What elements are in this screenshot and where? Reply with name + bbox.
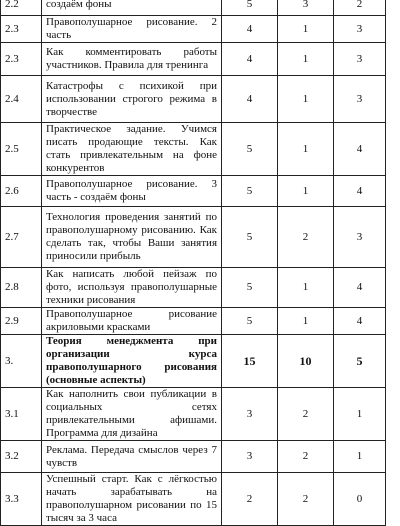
row-number: 2.6: [1, 176, 42, 207]
table-row: [1, 207, 386, 268]
table-row: [1, 43, 386, 76]
row-total-hours: 5: [222, 176, 278, 207]
row-theory-hours: 2: [278, 441, 334, 473]
row-topic: Практическое задание. Учимся писать продающие тексты. Как стать привлекательным на фоне конкурентов: [42, 123, 222, 176]
row-total-hours: 3: [222, 441, 278, 473]
row-number: 3.1: [1, 388, 42, 441]
row-number: 3.3: [1, 473, 42, 526]
row-theory-hours: 1: [278, 76, 334, 123]
row-number: 3.2: [1, 441, 42, 473]
row-topic: Технология проведения занятий по правополушарному рисованию. Как сделать так, чтобы Ваши занятия приносили прибыль: [42, 207, 222, 268]
row-topic: Теория менеджмента при организации курса правополушарного рисования (основные аспекты): [42, 335, 222, 388]
row-practice-hours: 1: [334, 441, 386, 473]
row-theory-hours: 1: [278, 43, 334, 76]
table-row: [1, 76, 386, 123]
table-row: [1, 388, 386, 441]
row-topic: Катастрофы с психикой при использовании строгого режима в творчестве: [42, 76, 222, 123]
table-row: [1, 123, 386, 176]
table-row: [1, 176, 386, 207]
row-number: 2.3: [1, 16, 42, 43]
row-theory-hours: 1: [278, 268, 334, 308]
row-practice-hours: 4: [334, 176, 386, 207]
row-practice-hours: 0: [334, 473, 386, 526]
row-topic: Реклама. Передача смыслов через 7 чувств: [42, 441, 222, 473]
row-practice-hours: 3: [334, 76, 386, 123]
row-total-hours: 4: [222, 43, 278, 76]
row-topic: Как наполнить свои публикации в социальных сетях привлекательными афишами. Программа для дизайна: [42, 388, 222, 441]
row-theory-hours: 3: [278, 0, 334, 16]
table-row: [1, 473, 386, 526]
row-practice-hours: 3: [334, 16, 386, 43]
row-topic: Успешный старт. Как с лёгкостью начать зарабатывать на правополушарном рисовании по 15 тысяч за 3 часа: [42, 473, 222, 526]
table-row: [1, 0, 386, 16]
row-number: 2.7: [1, 207, 42, 268]
row-number: 3.: [1, 335, 42, 388]
row-topic: Как написать любой пейзаж по фото, используя правополушарные техники рисования: [42, 268, 222, 308]
row-theory-hours: 1: [278, 16, 334, 43]
row-theory-hours: 2: [278, 473, 334, 526]
row-total-hours: 5: [222, 308, 278, 335]
row-practice-hours: 5: [334, 335, 386, 388]
row-number: 2.2: [1, 0, 42, 16]
section-row: [1, 335, 386, 388]
row-practice-hours: 4: [334, 123, 386, 176]
row-topic: Правополушарное рисование. 3 часть - создаём фоны: [42, 176, 222, 207]
row-theory-hours: 2: [278, 207, 334, 268]
row-theory-hours: 1: [278, 123, 334, 176]
row-total-hours: 5: [222, 207, 278, 268]
table-row: [1, 441, 386, 473]
row-practice-hours: 4: [334, 308, 386, 335]
row-theory-hours: 2: [278, 388, 334, 441]
row-number: 2.8: [1, 268, 42, 308]
row-number: 2.3: [1, 43, 42, 76]
row-topic: Правополушарное рисование акриловыми красками: [42, 308, 222, 335]
row-practice-hours: 3: [334, 43, 386, 76]
row-total-hours: 3: [222, 388, 278, 441]
row-topic: создаём фоны: [42, 0, 222, 16]
row-theory-hours: 1: [278, 176, 334, 207]
row-practice-hours: 1: [334, 388, 386, 441]
row-total-hours: 5: [222, 123, 278, 176]
row-number: 2.9: [1, 308, 42, 335]
row-total-hours: 4: [222, 16, 278, 43]
row-total-hours: 2: [222, 473, 278, 526]
row-total-hours: 5: [222, 268, 278, 308]
row-practice-hours: 2: [334, 0, 386, 16]
row-theory-hours: 10: [278, 335, 334, 388]
row-practice-hours: 4: [334, 268, 386, 308]
table-row: [1, 308, 386, 335]
row-number: 2.5: [1, 123, 42, 176]
row-practice-hours: 3: [334, 207, 386, 268]
row-theory-hours: 1: [278, 308, 334, 335]
row-total-hours: 15: [222, 335, 278, 388]
row-number: 2.4: [1, 76, 42, 123]
curriculum-table-body: [1, 0, 386, 526]
row-topic: Как комментировать работы участников. Правила для тренинга: [42, 43, 222, 76]
table-row: [1, 268, 386, 308]
table-row: [1, 16, 386, 43]
row-total-hours: 4: [222, 76, 278, 123]
row-topic: Правополушарное рисование. 2 часть: [42, 16, 222, 43]
row-total-hours: 5: [222, 0, 278, 16]
